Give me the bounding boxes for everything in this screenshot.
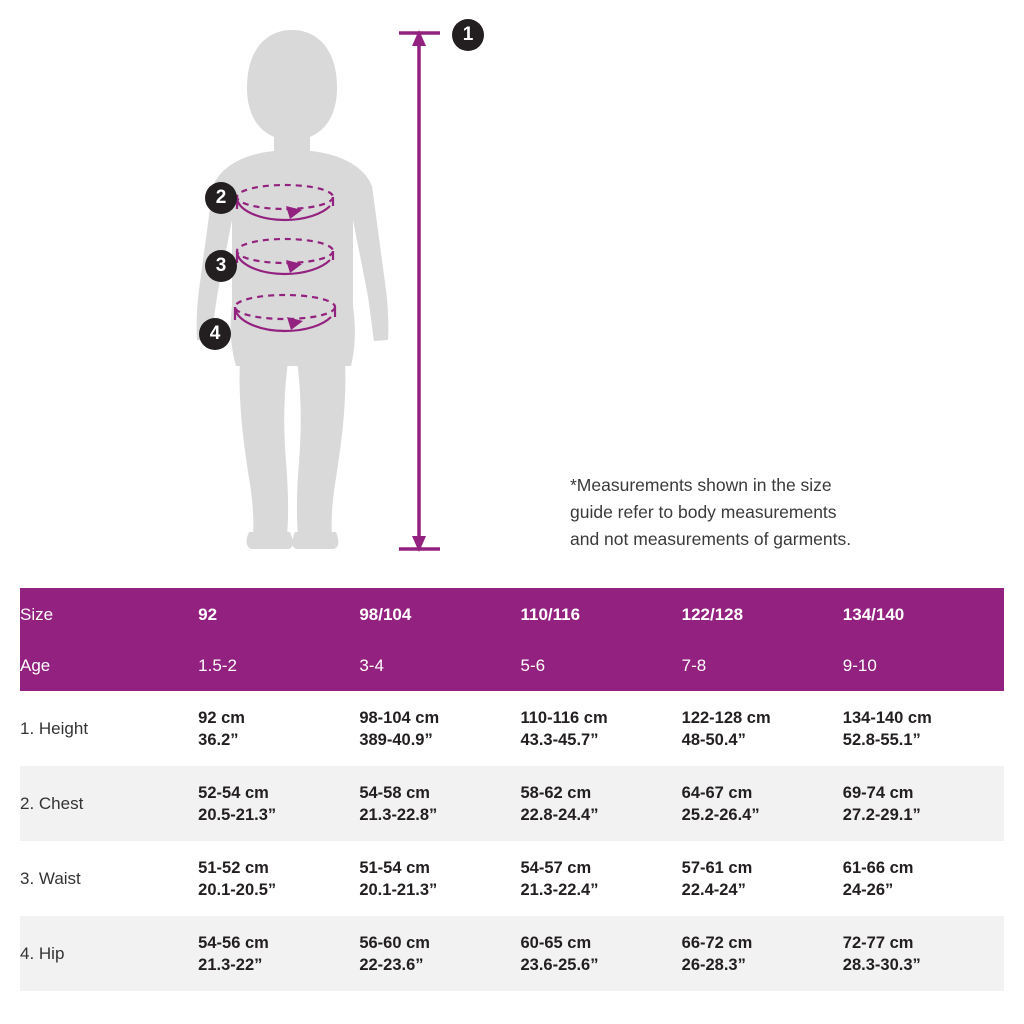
- value-cm: 69-74 cm: [842, 783, 914, 802]
- value-cm: 58-62 cm: [520, 783, 592, 802]
- callout-marker-waist: 3: [205, 250, 237, 282]
- value-cm: 51-52 cm: [198, 858, 269, 877]
- header-age-value: 9-10: [843, 641, 1004, 691]
- value-in: 43.3-45.7”: [520, 730, 599, 749]
- cell-hip-98-104: [359, 916, 520, 991]
- value-in: 48-50.4”: [681, 730, 746, 749]
- header-age-value: 3-4: [359, 641, 520, 691]
- value-in: 389-40.9”: [359, 730, 433, 749]
- cell-height-110-116: [520, 691, 681, 766]
- value-in: 22.8-24.4”: [520, 805, 599, 824]
- row-label-height: 1. Height: [20, 691, 198, 766]
- value-cm: 60-65 cm: [520, 933, 592, 952]
- height-measure-arrow: [399, 30, 440, 552]
- table-row: [20, 766, 1004, 841]
- value-in: 27.2-29.1”: [842, 805, 921, 824]
- value-in: 36.2”: [198, 730, 239, 749]
- value-cm: 134-140 cm: [842, 708, 932, 727]
- table-row: [20, 691, 1004, 766]
- table-header-age-row: [20, 641, 1004, 691]
- row-label-hip: 4. Hip: [20, 916, 198, 991]
- value-cm: 54-58 cm: [359, 783, 430, 802]
- value-cm: 56-60 cm: [359, 933, 430, 952]
- cell-height-134-140: [843, 691, 1004, 766]
- header-age-value: 1.5-2: [198, 641, 359, 691]
- cell-chest-134-140: [843, 766, 1004, 841]
- cell-waist-98-104: [359, 841, 520, 916]
- table-row: [20, 841, 1004, 916]
- value-cm: 110-116 cm: [520, 708, 608, 727]
- value-cm: 72-77 cm: [842, 933, 914, 952]
- value-cm: 54-57 cm: [520, 858, 592, 877]
- value-cm: 92 cm: [198, 708, 245, 727]
- table-row: [20, 916, 1004, 991]
- cell-waist-92: [198, 841, 359, 916]
- cell-waist-110-116: [520, 841, 681, 916]
- value-cm: 57-61 cm: [681, 858, 753, 877]
- value-cm: 66-72 cm: [681, 933, 753, 952]
- cell-height-122-128: [682, 691, 843, 766]
- value-cm: 64-67 cm: [681, 783, 753, 802]
- row-label-chest: 2. Chest: [20, 766, 198, 841]
- header-size-label: Size: [20, 588, 198, 641]
- header-age-label: Age: [20, 641, 198, 691]
- value-in: 21.3-22.8”: [359, 805, 438, 824]
- header-age-value: 7-8: [682, 641, 843, 691]
- cell-hip-134-140: [843, 916, 1004, 991]
- cell-hip-122-128: [682, 916, 843, 991]
- child-silhouette: [197, 30, 389, 549]
- value-in: 21.3-22”: [198, 955, 263, 974]
- measurement-note-line: and not measurements of garments.: [570, 529, 852, 549]
- callout-marker-height: 1: [452, 19, 484, 51]
- cell-hip-110-116: [520, 916, 681, 991]
- value-cm: 52-54 cm: [198, 783, 269, 802]
- value-in: 52.8-55.1”: [842, 730, 921, 749]
- cell-chest-92: [198, 766, 359, 841]
- measurement-note-line: guide refer to body measurements: [570, 502, 837, 522]
- header-size-value: 134/140: [843, 588, 1004, 641]
- value-in: 22.4-24”: [681, 880, 746, 899]
- cell-waist-134-140: [843, 841, 1004, 916]
- value-in: 21.3-22.4”: [520, 880, 599, 899]
- value-in: 22-23.6”: [359, 955, 424, 974]
- callout-marker-hip: 4: [199, 318, 231, 350]
- value-in: 24-26”: [842, 880, 894, 899]
- cell-waist-122-128: [682, 841, 843, 916]
- cell-hip-92: [198, 916, 359, 991]
- value-cm: 51-54 cm: [359, 858, 430, 877]
- value-in: 25.2-26.4”: [681, 805, 760, 824]
- header-size-value: 92: [198, 588, 359, 641]
- cell-chest-122-128: [682, 766, 843, 841]
- value-cm: 98-104 cm: [359, 708, 440, 727]
- size-chart-table: [20, 588, 1004, 991]
- header-age-value: 5-6: [520, 641, 681, 691]
- value-in: 26-28.3”: [681, 955, 746, 974]
- cell-chest-98-104: [359, 766, 520, 841]
- cell-chest-110-116: [520, 766, 681, 841]
- value-in: 20.1-21.3”: [359, 880, 438, 899]
- header-size-value: 110/116: [520, 588, 681, 641]
- value-in: 20.1-20.5”: [198, 880, 277, 899]
- value-in: 20.5-21.3”: [198, 805, 277, 824]
- table-header-size-row: [20, 588, 1004, 641]
- header-size-value: 98/104: [359, 588, 520, 641]
- measurement-note-line: *Measurements shown in the size: [570, 475, 832, 495]
- value-cm: 122-128 cm: [681, 708, 771, 727]
- cell-height-98-104: [359, 691, 520, 766]
- cell-height-92: [198, 691, 359, 766]
- value-cm: 61-66 cm: [842, 858, 914, 877]
- value-in: 28.3-30.3”: [842, 955, 921, 974]
- row-label-waist: 3. Waist: [20, 841, 198, 916]
- callout-marker-chest: 2: [205, 182, 237, 214]
- measurement-note: [570, 472, 960, 553]
- value-cm: 54-56 cm: [198, 933, 269, 952]
- header-size-value: 122/128: [682, 588, 843, 641]
- value-in: 23.6-25.6”: [520, 955, 599, 974]
